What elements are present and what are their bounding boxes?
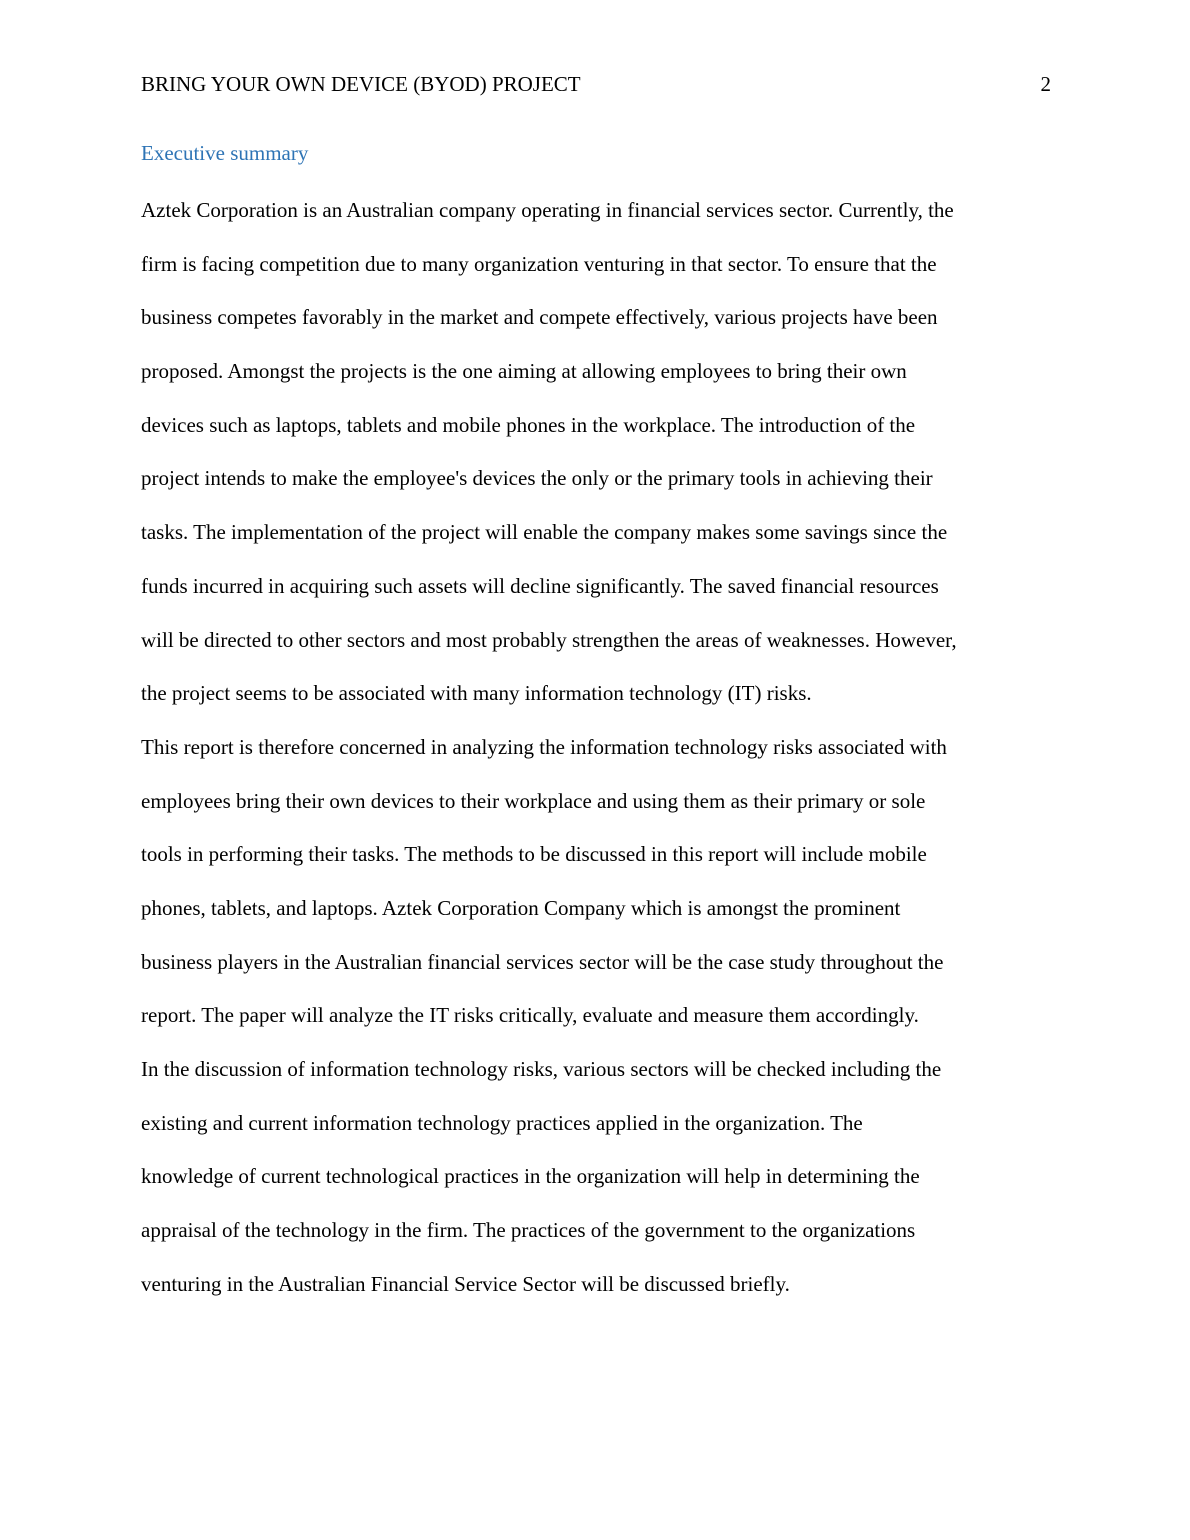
paragraph <box>141 184 1051 721</box>
paragraph <box>141 721 1051 1043</box>
text-line: proposed. Amongst the projects is the one aiming at allowing employees to bring their own <box>141 359 907 384</box>
text-line: knowledge of current technological practices in the organization will help in determining the <box>141 1164 920 1189</box>
text-line: business players in the Australian financial services sector will be the case study throughout the <box>141 949 944 974</box>
text-line: devices such as laptops, tablets and mobile phones in the workplace. The introduction of the <box>141 412 916 437</box>
text-line: tools in performing their tasks. The methods to be discussed in this report will include mobile <box>141 842 927 867</box>
text-line: In the discussion of information technology risks, various sectors will be checked including the <box>141 1057 942 1081</box>
text-line: will be directed to other sectors and most probably strengthen the areas of weaknesses. However, <box>141 627 957 652</box>
page-number: 2 <box>1040 72 1051 96</box>
text-line: the project seems to be associated with many information technology (IT) risks. <box>141 681 812 706</box>
text-line: tasks. The implementation of the project will enable the company makes some savings since the <box>141 520 948 545</box>
running-head <box>141 69 1051 99</box>
text-line: firm is facing competition due to many organization venturing in that sector. To ensure that the <box>141 251 937 276</box>
text-line: report. The paper will analyze the IT risks critically, evaluate and measure them accordingly. <box>141 1003 919 1028</box>
text-line: existing and current information technology practices applied in the organization. The <box>141 1110 863 1135</box>
running-title: BRING YOUR OWN DEVICE (BYOD) PROJECT <box>141 72 581 96</box>
text-line: venturing in the Australian Financial Service Sector will be discussed briefly. <box>141 1271 790 1296</box>
text-line: project intends to make the employee's devices the only or the primary tools in achieving their <box>141 466 933 491</box>
text-line: appraisal of the technology in the firm. The practices of the government to the organizations <box>141 1218 916 1243</box>
paragraph <box>141 1043 1051 1311</box>
document-body <box>141 184 1051 1311</box>
text-line: This report is therefore concerned in analyzing the information technology risks associated with <box>141 734 947 759</box>
text-line: business competes favorably in the market and compete effectively, various projects have been <box>141 305 938 330</box>
text-line: Aztek Corporation is an Australian company operating in financial services sector. Currently, the <box>141 198 954 222</box>
text-line: funds incurred in acquiring such assets will decline significantly. The saved financial resources <box>141 573 939 598</box>
text-line: employees bring their own devices to their workplace and using them as their primary or sole <box>141 788 926 813</box>
section-heading: Executive summary <box>141 141 309 165</box>
text-line: phones, tablets, and laptops. Aztek Corporation Company which is amongst the prominent <box>141 895 901 920</box>
